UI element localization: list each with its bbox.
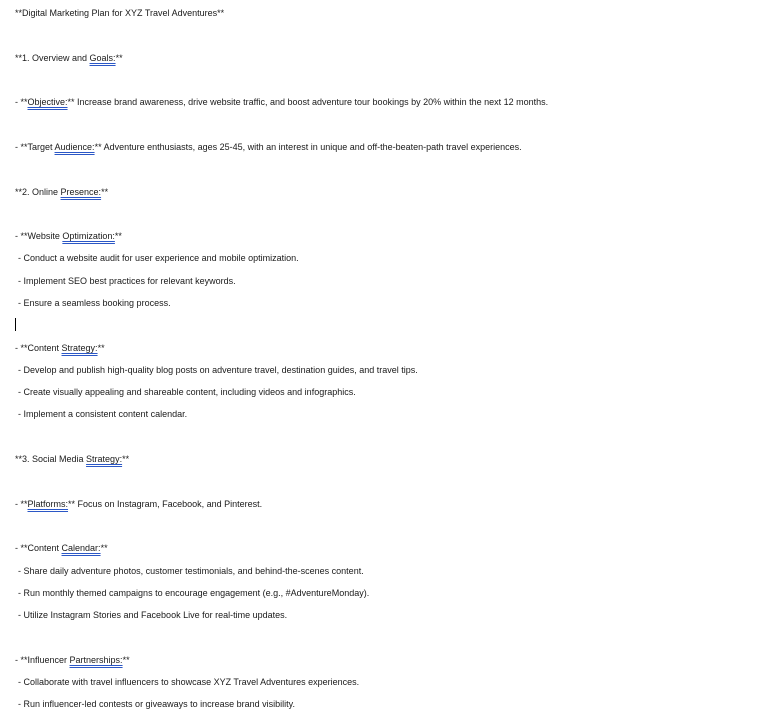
- spell-flag: Audience:: [54, 142, 95, 152]
- list-item: - Implement SEO best practices for relevant keywords.: [18, 276, 236, 286]
- influencer-partnerships-heading: - **Influencer Partnerships:**: [15, 655, 130, 665]
- platforms-line: - **Platforms:** Focus on Instagram, Facebook, and Pinterest.: [15, 499, 263, 509]
- list-item: - Conduct a website audit for user experience and mobile optimization.: [18, 253, 299, 263]
- section-1-heading: **1. Overview and Goals:**: [15, 53, 123, 63]
- content-calendar-heading: - **Content Calendar:**: [15, 543, 108, 553]
- list-item: - Implement a consistent content calendar.: [18, 409, 188, 419]
- list-item: - Develop and publish high-quality blog posts on adventure travel, destination guides, and travel tips.: [18, 365, 418, 375]
- list-item: - Create visually appealing and shareable content, including videos and infographics.: [18, 387, 356, 397]
- objective-line: - **Objective:** Increase brand awareness, drive website traffic, and boost adventure tour bookings by 20% within the next 12 months.: [15, 97, 549, 107]
- list-item: - Collaborate with travel influencers to showcase XYZ Travel Adventures experiences.: [18, 677, 360, 687]
- content-strategy-heading: - **Content Strategy:**: [15, 343, 105, 353]
- spell-flag: Platforms:: [27, 499, 69, 509]
- list-item: - Share daily adventure photos, customer testimonials, and behind-the-scenes content.: [18, 566, 364, 576]
- spell-flag: Goals:: [89, 53, 116, 63]
- section-3-heading: **3. Social Media Strategy:**: [15, 454, 130, 464]
- spell-flag: Calendar:: [61, 543, 101, 553]
- list-item: - Ensure a seamless booking process.: [18, 298, 171, 308]
- spell-flag: Presence:: [60, 187, 102, 197]
- text-cursor: [15, 318, 16, 331]
- website-optimization-heading: - **Website Optimization:**: [15, 231, 122, 241]
- spell-flag: Partnerships:: [69, 655, 123, 665]
- spell-flag: Objective:: [27, 97, 68, 107]
- spell-flag: Strategy:: [61, 343, 98, 353]
- list-item: - Run monthly themed campaigns to encourage engagement (e.g., #AdventureMonday).: [18, 588, 370, 598]
- spell-flag: Strategy:: [86, 454, 123, 464]
- target-audience-line: - **Target Audience:** Adventure enthusiasts, ages 25-45, with an interest in unique and off-the-beaten-path travel experiences.: [15, 142, 522, 152]
- list-item: - Run influencer-led contests or giveaways to increase brand visibility.: [18, 699, 295, 709]
- document-title: **Digital Marketing Plan for XYZ Travel Adventures**: [15, 8, 225, 18]
- spell-flag: Optimization:: [62, 231, 115, 241]
- section-2-heading: **2. Online Presence:**: [15, 187, 109, 197]
- list-item: - Utilize Instagram Stories and Facebook Live for real-time updates.: [18, 610, 288, 620]
